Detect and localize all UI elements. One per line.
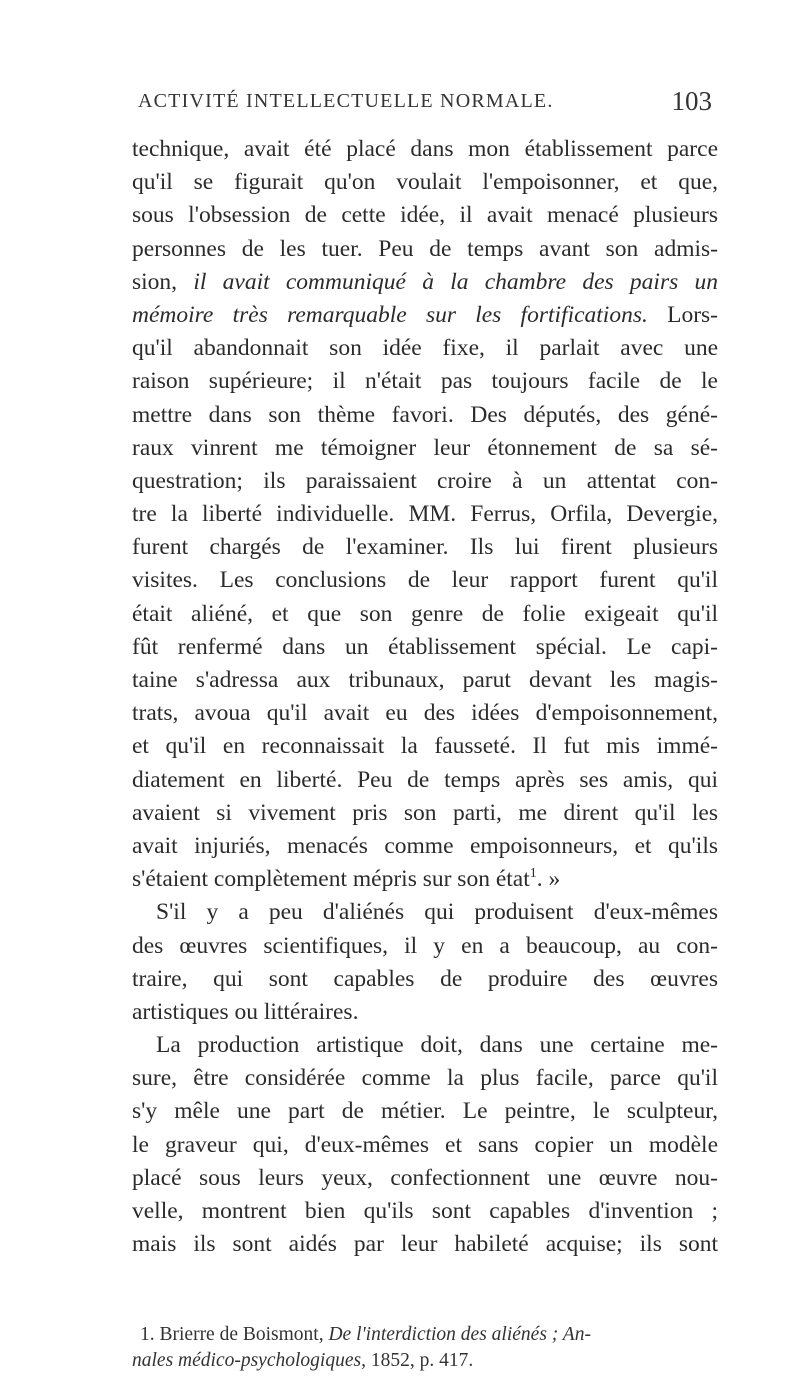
text-line: fût renfermé dans un établissement spécial. Le capi- [132,633,718,660]
text-line: La production artistique doit, dans une certaine me- [156,1032,718,1059]
text-line: traire, qui sont capables de produire des œuvres [132,965,718,992]
text-line: était aliéné, et que son genre de folie exigeait qu'il [132,600,718,627]
text-line: sure, être considérée comme la plus facile, parce qu'il [132,1065,718,1092]
text-line: S'il y a peu d'aliénés qui produisent d'eux-mêmes [156,899,718,926]
text-line: taine s'adressa aux tribunaux, parut devant les magis- [132,667,718,693]
text-line [132,299,718,332]
footnote-line [132,1348,720,1374]
text-fragment: Lors- [667,301,718,328]
text-line: sous l'obsession de cette idée, il avait menacé plusieurs [132,202,718,229]
text-line: avait injuriés, menacés comme empoisonneurs, et qu'ils [132,832,718,859]
text-line: questration; ils paraissaient croire à un attentat con- [132,467,718,494]
italic-fragment: mémoire très remarquable sur les fortifications. [132,301,648,328]
text-line: visites. Les conclusions de leur rapport furent qu'il [132,567,718,594]
text-line: avaient si vivement pris son parti, me dirent qu'il les [132,799,718,826]
text-line: qu'il abandonnait son idée fixe, il parlait avec une [132,335,718,362]
text-line: diatement en liberté. Peu de temps après ses amis, qui [132,766,718,793]
text-line: qu'il se figurait qu'on voulait l'empoisonner, et que, [132,169,718,196]
body-text [132,133,718,1261]
text-fragment: sion, [132,268,178,295]
text-line: raux vinrent me témoigner leur étonnement de sa sé- [132,434,718,461]
text-line: furent chargés de l'examiner. Ils lui firent plusieurs [132,534,718,561]
text-line: artistiques ou littéraires. [132,998,359,1025]
text-fragment: . » [536,866,561,893]
footnote-title-cont: nales médico-psychologiques, [132,1350,366,1371]
text-line: trats, avoua qu'il avait eu des idées d'empoisonnement, [132,700,718,727]
text-line: technique, avait été placé dans mon établissement parce [132,136,718,162]
text-line: placé sous leurs yeux, confectionnent une œuvre nou- [132,1164,718,1191]
footnote-line [140,1322,720,1348]
footnote-rest: 1852, p. 417. [370,1350,474,1371]
footnote-ref: 1 [529,866,537,882]
text-fragment: s'étaient complètement mépris sur son état [132,866,530,893]
text-line: personnes de les tuer. Peu de temps avant son admis- [132,235,718,262]
text-line: raison supérieure; il n'était pas toujours facile de le [132,368,718,395]
footnote [132,1322,720,1374]
footnote-number: 1. [140,1324,155,1345]
running-title: ACTIVITÉ INTELLECTUELLE NORMALE. [138,90,554,112]
text-line: velle, montrent bien qu'ils sont capables d'invention ; [132,1198,718,1224]
page-number: 103 [671,86,712,116]
text-line: mettre dans son thème favori. Des députés, des géné- [132,401,718,428]
text-line: mais ils sont aidés par leur habileté acquise; ils sont [132,1231,718,1258]
text-line: et qu'il en reconnaissait la fausseté. Il fut mis immé- [132,733,718,760]
text-line: le graveur qui, d'eux-mêmes et sans copier un modèle [132,1131,718,1158]
text-line: des œuvres scientifiques, il y en a beaucoup, au con- [132,932,718,959]
text-line: s'y mêle une part de métier. Le peintre, le sculpteur, [132,1098,718,1125]
italic-fragment: il avait communiqué à la chambre des pairs un [193,268,718,295]
running-head [118,86,712,116]
text-line: tre la liberté individuelle. MM. Ferrus, Orfila, Devergie, [132,501,718,528]
footnote-author: Brierre de Boismont, [159,1324,324,1345]
text-line [132,863,718,896]
text-line [132,266,718,299]
footnote-title: De l'interdiction des aliénés ; An- [328,1324,591,1345]
